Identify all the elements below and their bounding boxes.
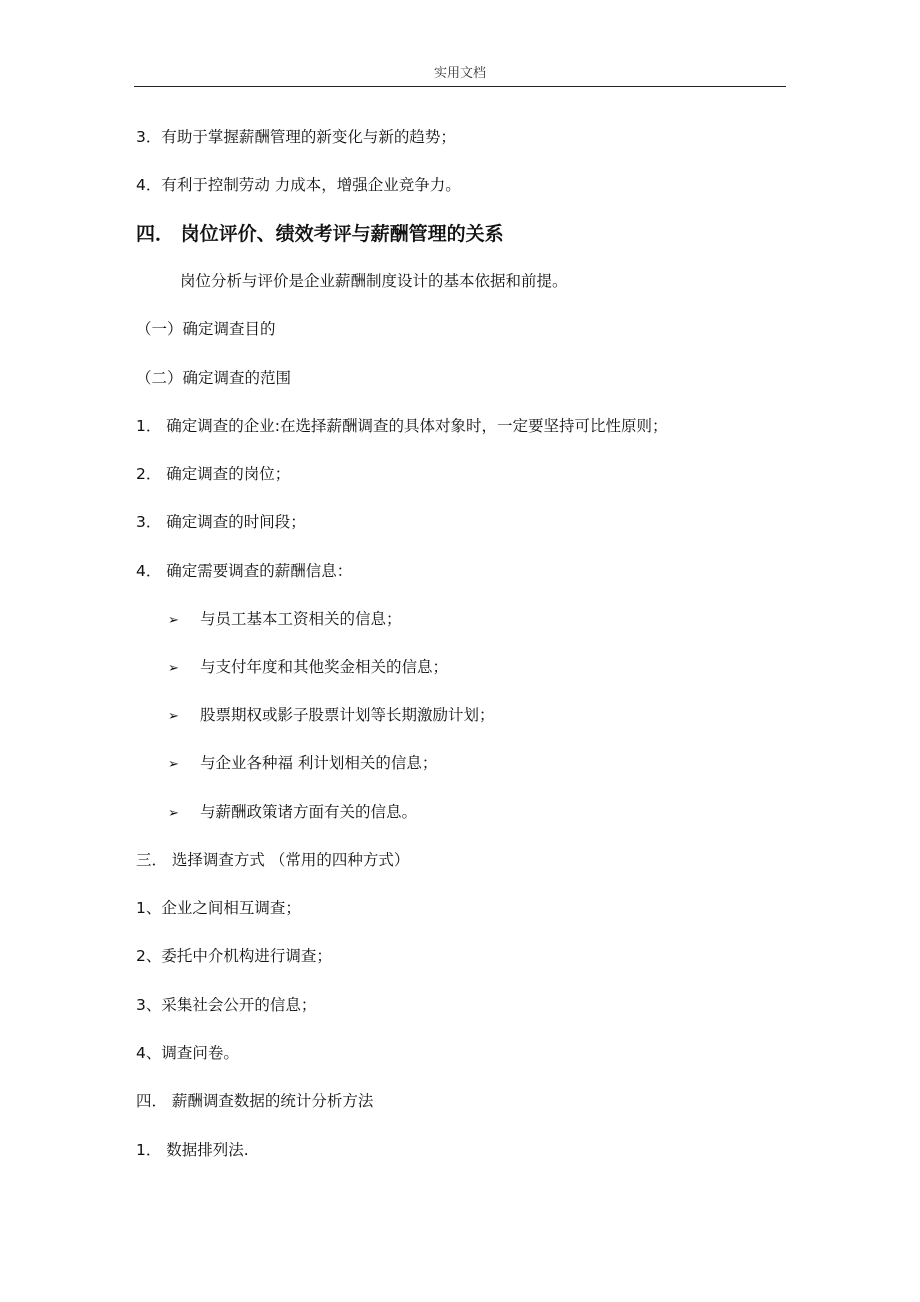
subsection-title: （二）确定调查的范围 xyxy=(136,369,292,387)
bullet-text: 股票期权或影子股票计划等长期激励计划； xyxy=(200,706,495,724)
list-item: 1． 确定调查的企业:在选择薪酬调查的具体对象时，一定要坚持可比性原则； xyxy=(136,417,668,435)
bullet-text: 与企业各种福 利计划相关的信息； xyxy=(200,754,438,772)
intro-paragraph: 岗位分析与评价是企业薪酬制度设计的基本依据和前提。 xyxy=(180,272,568,290)
list-item: 2、委托中介机构进行调查； xyxy=(136,947,332,965)
bullet-item xyxy=(168,608,402,632)
bullet-text: 与支付年度和其他奖金相关的信息； xyxy=(200,658,449,676)
arrow-bullet-icon: ➢ xyxy=(168,806,179,821)
list-item: 1． 数据排列法. xyxy=(136,1141,249,1159)
page-header: 实用文档 xyxy=(134,64,786,87)
bullet-item xyxy=(168,704,495,728)
bullet-item xyxy=(168,656,448,680)
bullet-item xyxy=(168,801,417,825)
list-item: 2． 确定调查的岗位； xyxy=(136,465,291,483)
list-item: 4．有利于控制劳动 力成本，增强企业竞争力。 xyxy=(136,176,461,194)
subsection-title: （一）确定调查目的 xyxy=(136,320,276,338)
list-item: 4． 确定需要调查的薪酬信息： xyxy=(136,562,353,580)
arrow-bullet-icon: ➢ xyxy=(168,757,179,772)
list-item: 1、企业之间相互调查； xyxy=(136,899,301,917)
list-item: 3． 确定调查的时间段； xyxy=(136,513,306,531)
list-item: 3．有助于掌握薪酬管理的新变化与新的趋势； xyxy=(136,128,456,146)
analysis-heading: 四． 薪酬调查数据的统计分析方法 xyxy=(136,1092,374,1110)
bullet-text: 与薪酬政策诸方面有关的信息。 xyxy=(200,803,418,821)
list-item: 3、采集社会公开的信息； xyxy=(136,996,317,1014)
arrow-bullet-icon: ➢ xyxy=(168,661,179,676)
bullet-item xyxy=(168,752,437,776)
section-heading: 四． 岗位评价、绩效考评与薪酬管理的关系 xyxy=(136,223,504,245)
arrow-bullet-icon: ➢ xyxy=(168,709,179,724)
method-heading: 三． 选择调查方式 （常用的四种方式） xyxy=(136,851,410,869)
list-item: 4、调查问卷。 xyxy=(136,1044,239,1062)
bullet-text: 与员工基本工资相关的信息； xyxy=(200,610,402,628)
arrow-bullet-icon: ➢ xyxy=(168,613,179,628)
